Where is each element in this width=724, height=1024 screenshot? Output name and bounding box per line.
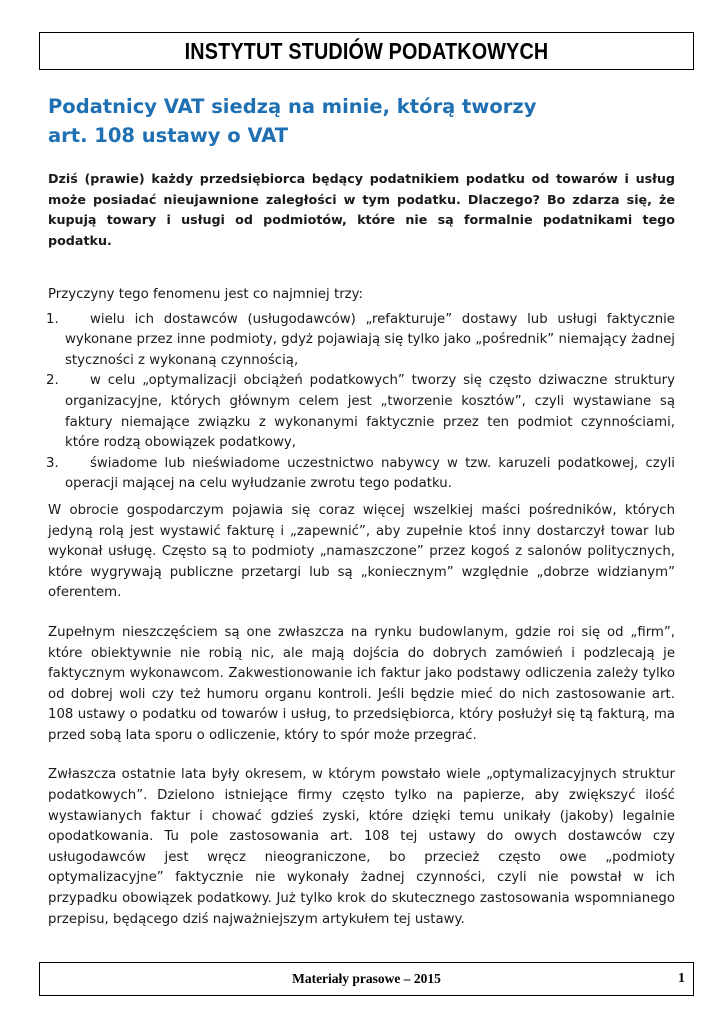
list-item (48, 454, 675, 495)
list-item-text: wielu ich dostawców (usługodawców) „refakturuje” dostawy lub usługi faktycznie wykonane przez inne podmioty, gdyż pojawiają się tylko jako „pośrednik” niemający żadnej styczności z wykonaną czynnością, (65, 311, 675, 368)
article-title-line-1: Podatnicy VAT siedzą na minie, którą tworzy (48, 95, 537, 118)
list-item-number: 1. (46, 311, 59, 327)
list-item (48, 310, 675, 372)
reasons-intro: Przyczyny tego fenomenu jest co najmniej trzy: (48, 287, 364, 302)
footer-label: Materiały prasowe – 2015 (292, 971, 441, 986)
body-paragraph-2: Zupełnym nieszczęściem są one zwłaszcza na rynku budowlanym, gdzie roi się od „firm”, które obiektywnie nie robią nic, ale mają dojścia do dobrych zamówień i podzlecają je faktycznym wykonawcom. Zakwestionowanie ich faktur jako podstawy odliczenia zależy tylko od dobrej woli czy też humoru organu kontroli. Jeśli będzie mieć do nich zastosowanie art. 108 ustawy o podatku od towarów i usług, to przedsiębiorca, który posłużył się tą fakturą, ma przed sobą lata sporu o odliczenie, który to spór może przegrać. (48, 624, 675, 743)
list-item (48, 371, 675, 453)
header-title: INSTYTUT STUDIÓW PODATKOWYCH (184, 38, 549, 64)
footer-box (39, 962, 694, 996)
list-item-number: 2. (46, 373, 59, 389)
article-title-line-2: art. 108 ustawy o VAT (48, 124, 289, 147)
list-item-text: w celu „optymalizacji obciążeń podatkowych” tworzy się często dziwaczne struktury organizacyjne, których głównym celem jest „tworzenie kosztów”, czyli wystawiane są faktury niemające związku z wykonanymi faktycznie przez ten podmiot czynnościami, które rodzą obowiązek podatkowy, (65, 373, 675, 451)
article-body (48, 92, 675, 930)
list-item-text: świadome lub nieświadome uczestnictwo nabywcy w tzw. karuzeli podatkowej, czyli operacji mającej na celu wyłudzanie zwrotu tego podatku. (65, 455, 675, 492)
reasons-list (48, 310, 675, 495)
header-box (39, 32, 694, 70)
page-number: 1 (678, 971, 685, 986)
list-item-number: 3. (46, 455, 59, 471)
article-title (48, 92, 675, 150)
body-paragraph-1: W obrocie gospodarczym pojawia się coraz więcej wszelkiej maści pośredników, których jedyną rolą jest wystawić fakturę i „zapewnić”, aby zupełnie ktoś inny dostarczył towar lub wykonał usługę. Często są to podmioty „namaszczone” przez kogoś z salonów politycznych, które wygrywają publiczne przetargi lub są „koniecznym” względnie „dobrze widzianym” oferentem. (48, 502, 675, 601)
lead-paragraph: Dziś (prawie) każdy przedsiębiorca będący podatnikiem podatku od towarów i usług może posiadać nieujawnione zaległości w tym podatku. Dlaczego? Bo zdarza się, że kupują towary i usługi od podmiotów, które nie są formalnie podatnikami tego podatku. (48, 171, 675, 248)
body-paragraph-3: Zwłaszcza ostatnie lata były okresem, w którym powstało wiele „optymalizacyjnych struktur podatkowych”. Dzielono istniejące firmy często tylko na papierze, aby zwiększyć ilość wystawianych faktur i chować gdzieś zyski, które dzięki temu unikały (jakoby) legalnie opodatkowania. Tu pole zastosowania art. 108 tej ustawy do owych dostawców czy usługodawców jest wręcz nieograniczone, bo przecież często owe „podmioty optymalizacyjne” faktycznie nie wykonały żadnej czynności, czyli nie powstał w ich przypadku obowiązek podatkowy. Już tylko krok do skutecznego zastosowania wspomnianego przepisu, będącego dziś najważniejszym artykułem tej ustawy. (48, 767, 675, 927)
